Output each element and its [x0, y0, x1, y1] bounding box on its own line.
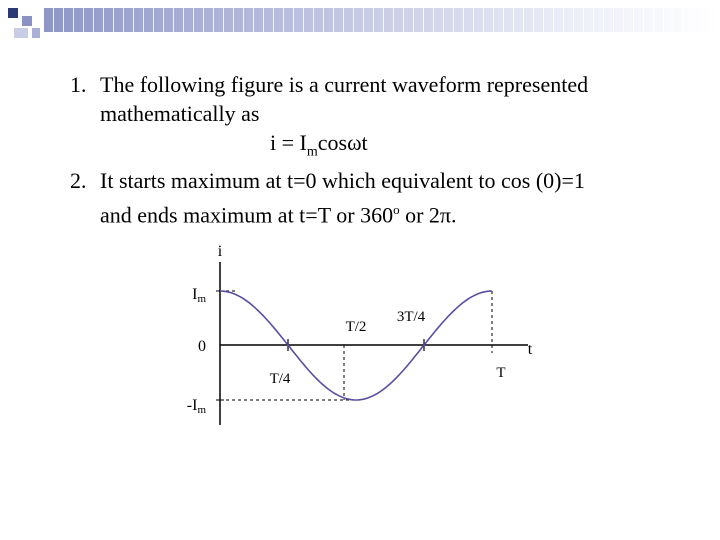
equation-rhs: cosωt [317, 130, 368, 155]
degree-symbol: o [393, 202, 400, 218]
x-tick-label: T/4 [269, 371, 291, 387]
list-text-part: and ends maximum at t=T or 360 [100, 202, 394, 228]
x-tick-label: T [496, 365, 506, 381]
list-number: 1. [70, 72, 87, 97]
y-axis-label: i [217, 243, 223, 260]
y-tick-label: Im [192, 286, 206, 305]
x-tick-label: T/2 [345, 319, 367, 335]
x-axis-label: t [527, 341, 533, 358]
list-number: 2. [70, 168, 87, 194]
equation-lhs: i = I [270, 130, 307, 155]
list-text-part: or 2π. [399, 202, 457, 228]
list-text: It starts maximum at t=0 which equivalent to cos (0)=1 [100, 168, 585, 194]
x-tick-label: 3T/4 [396, 309, 426, 325]
equation-subscript: m [306, 144, 318, 160]
y-tick-label: 0 [198, 338, 206, 355]
list-text: mathematically as [100, 101, 260, 126]
list-text: The following figure is a current waveform represented [100, 72, 589, 97]
y-tick-label: -Im [186, 397, 206, 416]
